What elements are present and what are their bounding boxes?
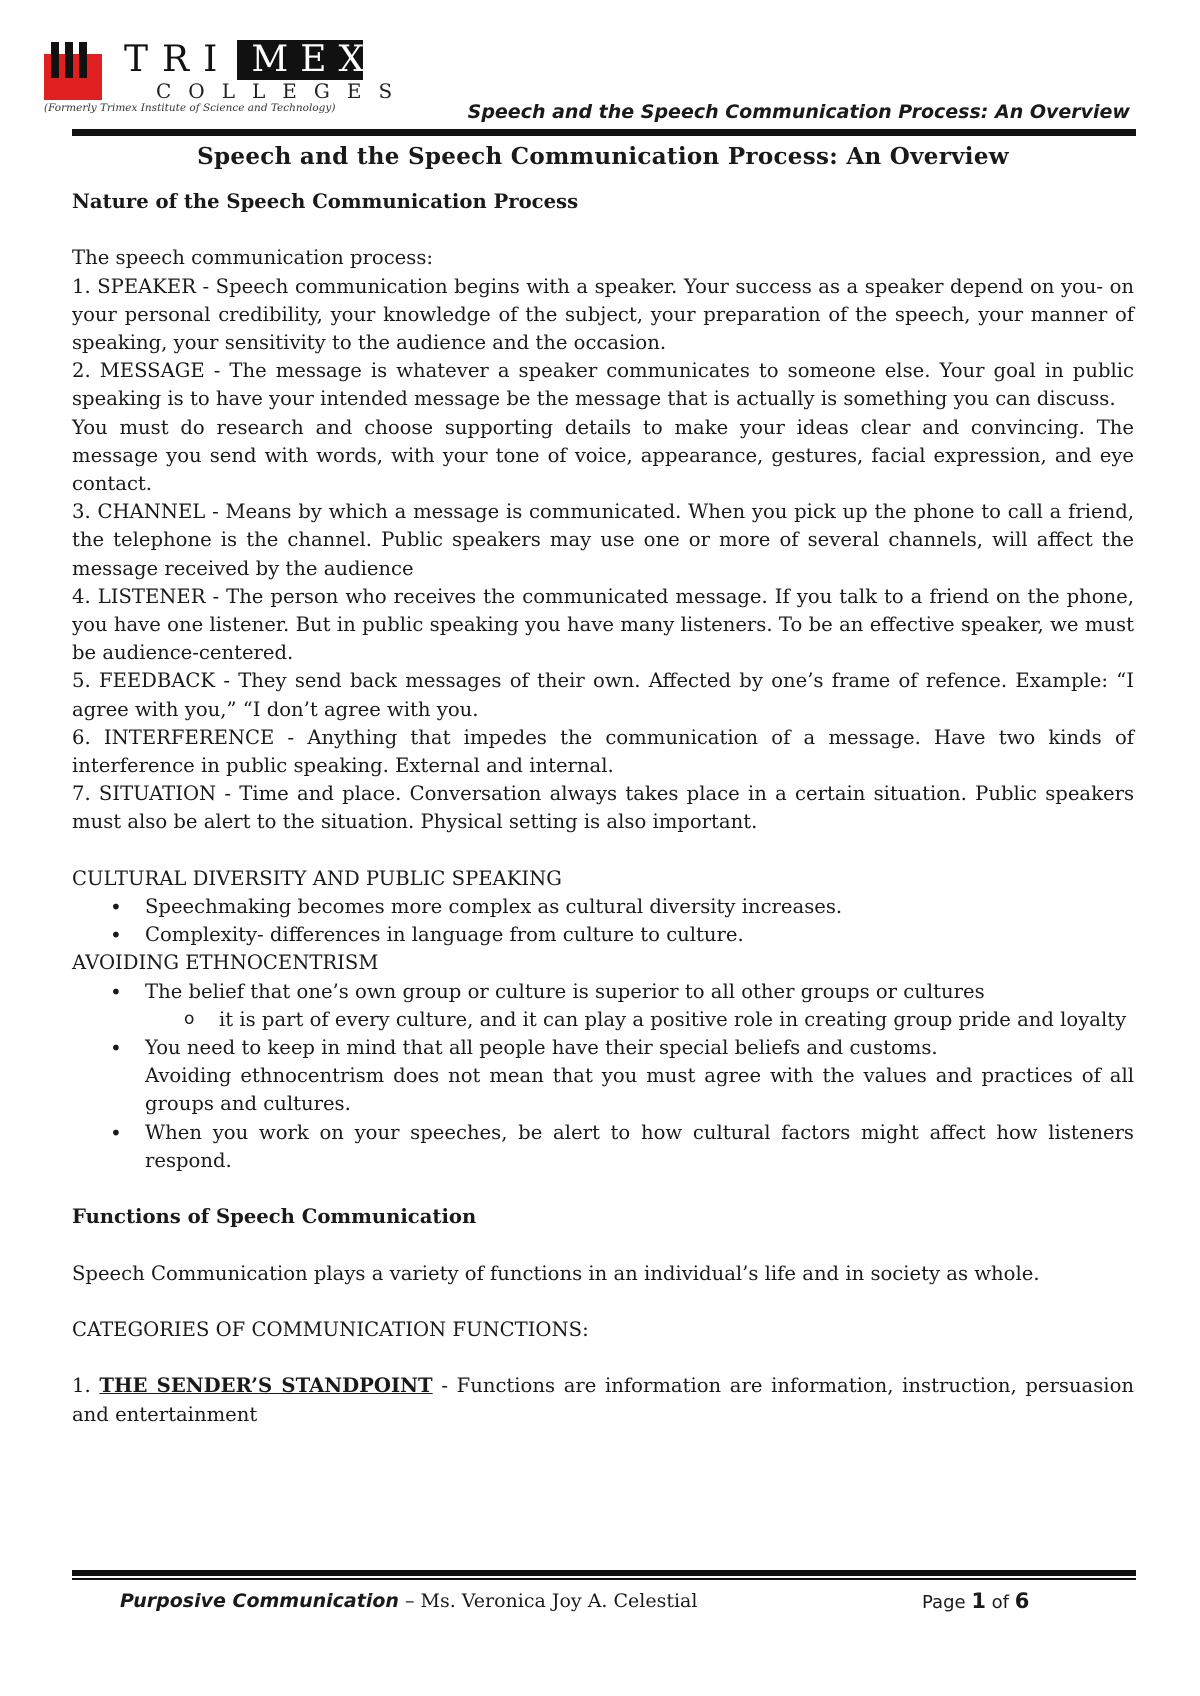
process-item-channel: 3. CHANNEL - Means by which a message is communicated. When you pick up the phone to call a friend, the telephone is the channel. Public speakers may use one or more of several channels, will affect the message received by the audience xyxy=(72,500,1134,580)
list-item: • You need to keep in mind that all people have their special beliefs and customs. xyxy=(72,1034,1134,1062)
page-title: Speech and the Speech Communication Process: An Overview xyxy=(197,143,1009,170)
logo-wordmark xyxy=(106,39,377,80)
process-item-speaker: 1. SPEAKER - Speech communication begins with a speaker. Your success as a speaker depend on you- on your personal credibility, your knowledge of the subject, your preparation of the speech, your manner of speaking, your sensitivity to the audience and the occasion. xyxy=(72,274,1134,354)
categories-heading: CATEGORIES OF COMMUNICATION FUNCTIONS: xyxy=(72,1318,589,1342)
document-body xyxy=(72,140,1134,1429)
item-number: 1. xyxy=(72,1374,100,1398)
process-item-message-detail: You must do research and choose supporting details to make your ideas clear and convincing. The message you send with words, with your tone of voice, appearance, gestures, facial expression, and eye contact. xyxy=(72,415,1134,496)
process-item-listener: 4. LISTENER - The person who receives the communicated message. If you talk to a friend on the phone, you have one listener. But in public speaking you have many listeners. To be an effective speaker, we must be audience-centered. xyxy=(72,584,1134,665)
process-item-situation: 7. SITUATION - Time and place. Conversation always takes place in a certain situation. Public speakers must also be alert to the situation. Physical setting is also important. xyxy=(72,782,1134,834)
logo-bars-icon xyxy=(49,42,99,82)
ethnocentrism-list-3 xyxy=(72,1119,1134,1175)
page-of: of xyxy=(985,1592,1015,1613)
ethnocentrism-sublist xyxy=(72,1006,1134,1034)
cultural-list xyxy=(72,893,1134,949)
process-item-message: 2. MESSAGE - The message is whatever a speaker communicates to someone else. Your goal in public speaking is to have your intended message be the message that is actually is something you can discuss. xyxy=(72,359,1134,411)
instructor-name: – Ms. Veronica Joy A. Celestial xyxy=(398,1590,698,1612)
footer-rule xyxy=(72,1570,1136,1576)
section-heading-functions: Functions of Speech Communication xyxy=(72,1205,477,1229)
process-item-interference: 6. INTERFERENCE - Anything that impedes the communication of a message. Have two kinds of interference in public speaking. External and internal. xyxy=(72,725,1134,778)
function-item-sender xyxy=(72,1372,1134,1428)
ethnocentrism-heading: AVOIDING ETHNOCENTRISM xyxy=(72,951,379,975)
list-item: • Complexity- differences in language from culture to culture. xyxy=(72,921,1134,949)
intro-text: The speech communication process: xyxy=(72,246,433,270)
page-current: 1 xyxy=(971,1589,986,1613)
list-item: • The belief that one’s own group or culture is superior to all other groups or cultures xyxy=(72,978,1134,1006)
sub-list-item: o it is part of every culture, and it can play a positive role in creating group pride and loyalty xyxy=(72,1006,1134,1034)
list-item-continuation: Avoiding ethnocentrism does not mean that you must agree with the values and practices of all groups and cultures. xyxy=(145,1064,1134,1116)
ethnocentrism-list xyxy=(72,978,1134,1006)
footer-course xyxy=(120,1590,697,1612)
page-label: Page xyxy=(922,1592,972,1613)
page-number xyxy=(922,1589,1029,1613)
ethnocentrism-list-2 xyxy=(72,1034,1134,1062)
functions-paragraph: Speech Communication plays a variety of functions in an individual’s life and in society as whole. xyxy=(72,1261,1040,1285)
logo-word-left: TRI xyxy=(124,39,232,80)
cultural-heading: CULTURAL DIVERSITY AND PUBLIC SPEAKING xyxy=(72,866,562,890)
process-item-feedback: 5. FEEDBACK - They send back messages of their own. Affected by one’s frame of refence. Example: “I agree with you,” “I don’t agree with you. xyxy=(72,669,1134,721)
list-item: • Speechmaking becomes more complex as cultural diversity increases. xyxy=(72,893,1134,921)
logo-word-right: MEX xyxy=(237,40,363,80)
running-header-title: Speech and the Speech Communication Process: An Overview xyxy=(467,101,1130,123)
list-item: • When you work on your speeches, be alert to how cultural factors might affect how listeners respond. xyxy=(72,1119,1134,1175)
header-rule xyxy=(72,129,1136,136)
item-label: THE SENDER’S STANDPOINT xyxy=(99,1374,433,1398)
footer-rule-thin xyxy=(72,1578,1136,1580)
item-text: - Functions are information are information, instruction, persuasion and entertainment xyxy=(72,1374,1134,1426)
section-heading-nature: Nature of the Speech Communication Process xyxy=(72,190,579,213)
course-name: Purposive Communication xyxy=(120,1590,399,1612)
page-total: 6 xyxy=(1014,1589,1030,1613)
logo-tagline: (Formerly Trimex Institute of Science and Technology) xyxy=(44,102,336,114)
trimex-logo xyxy=(44,39,410,118)
logo-colleges: COLLEGES xyxy=(156,79,410,103)
